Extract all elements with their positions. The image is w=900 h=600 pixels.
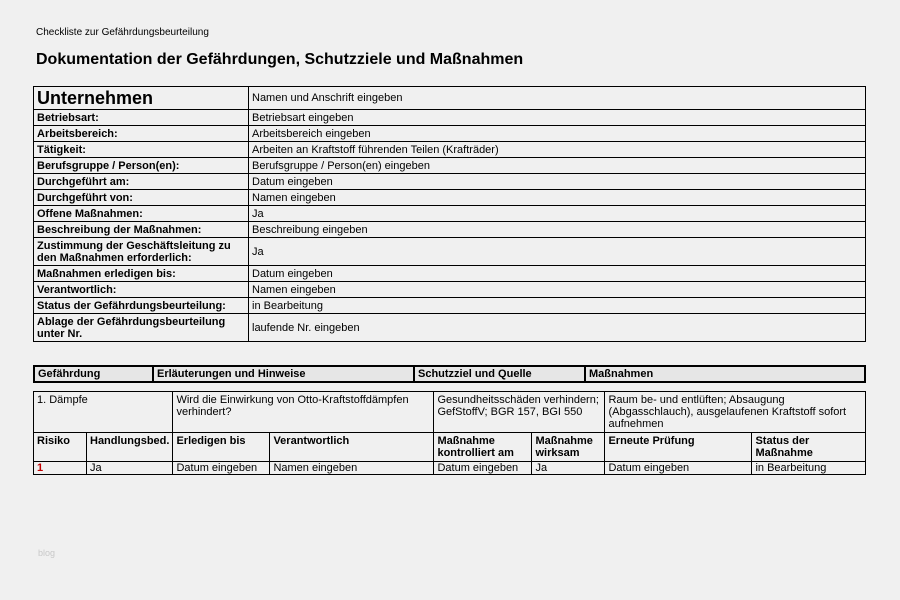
hazard-explanation[interactable]: Wird die Einwirkung von Otto-Kraftstoffdämpfen verhindert? xyxy=(173,392,434,433)
field-value[interactable]: Betriebsart eingeben xyxy=(249,110,866,126)
kontrolliert-value[interactable]: Datum eingeben xyxy=(434,462,532,475)
table-row xyxy=(34,174,866,190)
field-value[interactable]: Arbeiten an Kraftstoff führenden Teilen (Krafträder) xyxy=(249,142,866,158)
field-value[interactable]: Ja xyxy=(249,206,866,222)
table-row xyxy=(34,298,866,314)
column-header-erlaeuterungen: Erläuterungen und Hinweise xyxy=(153,366,414,382)
risk-value[interactable]: 1 xyxy=(34,462,87,475)
field-value[interactable]: Namen eingeben xyxy=(249,190,866,206)
wirksam-value[interactable]: Ja xyxy=(532,462,605,475)
column-header-handlungsbed: Handlungsbed. xyxy=(87,433,173,462)
field-label: Arbeitsbereich: xyxy=(34,126,249,142)
field-value[interactable]: Datum eingeben xyxy=(249,174,866,190)
column-header-risiko: Risiko xyxy=(34,433,87,462)
field-label: Tätigkeit: xyxy=(34,142,249,158)
company-info-table xyxy=(33,86,866,342)
column-header-schutzziel: Schutzziel und Quelle xyxy=(414,366,585,382)
table-row xyxy=(34,110,866,126)
checklist-caption: Checkliste zur Gefährdungsbeurteilung xyxy=(36,27,209,38)
table-row xyxy=(34,314,866,342)
table-row xyxy=(34,190,866,206)
table-row xyxy=(34,87,866,110)
field-label: Ablage der Gefährdungsbeurteilung unter Nr. xyxy=(34,314,249,342)
field-value[interactable]: Berufsgruppe / Person(en) eingeben xyxy=(249,158,866,174)
field-value[interactable]: Datum eingeben xyxy=(249,266,866,282)
table-row xyxy=(34,142,866,158)
field-value[interactable]: in Bearbeitung xyxy=(249,298,866,314)
field-label: Offene Maßnahmen: xyxy=(34,206,249,222)
field-label: Verantwortlich: xyxy=(34,282,249,298)
field-value[interactable]: Beschreibung eingeben xyxy=(249,222,866,238)
table-row xyxy=(34,206,866,222)
status-value[interactable]: in Bearbeitung xyxy=(752,462,866,475)
field-label: Maßnahmen erledigen bis: xyxy=(34,266,249,282)
field-label-company: Unternehmen xyxy=(34,87,249,110)
handlungsbed-value[interactable]: Ja xyxy=(87,462,173,475)
watermark-text: blog xyxy=(38,548,56,558)
field-label: Durchgeführt am: xyxy=(34,174,249,190)
field-label: Beschreibung der Maßnahmen: xyxy=(34,222,249,238)
hazard-entry-table xyxy=(33,391,866,475)
field-value[interactable]: laufende Nr. eingeben xyxy=(249,314,866,342)
hazard-name[interactable]: 1. Dämpfe xyxy=(34,392,173,433)
table-header-row xyxy=(34,366,865,382)
field-value[interactable]: Arbeitsbereich eingeben xyxy=(249,126,866,142)
column-header-kontrolliert: Maßnahme kontrolliert am xyxy=(434,433,532,462)
field-label: Status der Gefährdungsbeurteilung: xyxy=(34,298,249,314)
table-row xyxy=(34,222,866,238)
field-label: Betriebsart: xyxy=(34,110,249,126)
table-row xyxy=(34,282,866,298)
hazard-header-table xyxy=(33,365,866,383)
field-value[interactable]: Namen eingeben xyxy=(249,282,866,298)
field-label: Zustimmung der Geschäftsleitung zu den Maßnahmen erforderlich: xyxy=(34,238,249,266)
table-row xyxy=(34,462,866,475)
column-header-verantwortlich: Verantwortlich xyxy=(270,433,434,462)
field-value[interactable]: Ja xyxy=(249,238,866,266)
field-label: Durchgeführt von: xyxy=(34,190,249,206)
column-header-wirksam: Maßnahme wirksam xyxy=(532,433,605,462)
table-header-row xyxy=(34,433,866,462)
column-header-erneute-pruefung: Erneute Prüfung xyxy=(605,433,752,462)
column-header-massnahmen: Maßnahmen xyxy=(585,366,865,382)
table-row xyxy=(34,238,866,266)
column-header-erledigen-bis: Erledigen bis xyxy=(173,433,270,462)
table-row xyxy=(34,392,866,433)
table-row xyxy=(34,158,866,174)
field-label: Berufsgruppe / Person(en): xyxy=(34,158,249,174)
erneute-pruefung-value[interactable]: Datum eingeben xyxy=(605,462,752,475)
column-header-status: Status der Maßnahme xyxy=(752,433,866,462)
erledigen-bis-value[interactable]: Datum eingeben xyxy=(173,462,270,475)
page-title: Dokumentation der Gefährdungen, Schutzziele und Maßnahmen xyxy=(36,51,524,68)
hazard-protection-goal[interactable]: Gesundheitsschäden verhindern; GefStoffV; BGR 157, BGI 550 xyxy=(434,392,605,433)
field-value-company[interactable]: Namen und Anschrift eingeben xyxy=(249,87,866,110)
table-row xyxy=(34,126,866,142)
verantwortlich-value[interactable]: Namen eingeben xyxy=(270,462,434,475)
table-row xyxy=(34,266,866,282)
hazard-measure[interactable]: Raum be- und entlüften; Absaugung (Abgasschlauch), ausgelaufenen Kraftstoff sofort aufnehmen xyxy=(605,392,866,433)
column-header-gefaehrdung: Gefährdung xyxy=(34,366,153,382)
